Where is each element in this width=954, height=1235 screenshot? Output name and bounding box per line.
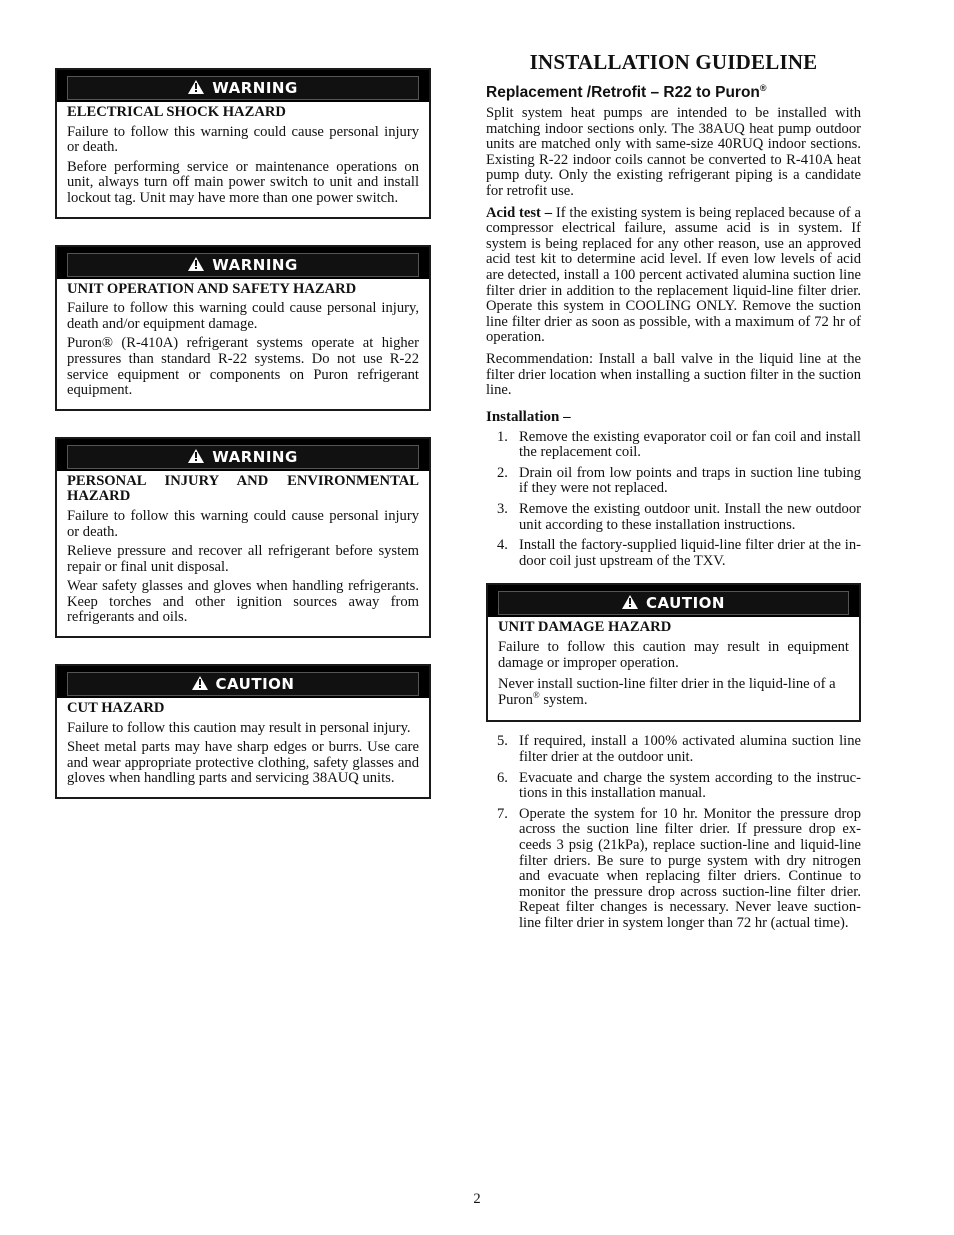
registered-mark: ®	[759, 82, 767, 93]
hazard-text: Failure to follow this caution may result in personal injury.	[67, 719, 411, 736]
caution-triangle-icon	[192, 676, 208, 690]
warning-triangle-icon	[188, 449, 204, 463]
list-item	[486, 538, 861, 569]
list-item	[486, 466, 861, 497]
acid-test-paragraph	[486, 206, 861, 346]
warning-box-personal-injury	[55, 437, 431, 638]
warning-label: WARNING	[212, 255, 298, 274]
warning-label: WARNING	[212, 447, 298, 466]
warning-label: WARNING	[212, 79, 298, 97]
warning-header	[57, 247, 429, 279]
step-number: 6.	[497, 769, 508, 786]
step-number: 7.	[497, 805, 508, 822]
warning-box-unit-operation	[55, 245, 431, 411]
hazard-text: Failure to follow this caution may result in equipment damage or improper operation.	[498, 639, 849, 671]
caution-label: CAUTION	[215, 675, 295, 694]
step-text: Operate the system for 10 hr. Monitor the pressure drop across the suction line filter drier. If pressure drop ex-ceeds 3 psig (21kPa), replace suction-line and liquid-line filter driers. Be sure to purge system with dry nitrogen and evacuate when replacing filter driers. Continue to monitor the pressure drop across suction-line filter drier. Repeat filter changes is necessary. Never leave suction-line filter drier in system longer than 72 hr (actual time).	[519, 805, 861, 931]
list-item	[486, 502, 861, 533]
guideline-column	[486, 50, 861, 946]
step-text: Remove the existing outdoor unit. Install the new outdoor unit according to these installation instructions.	[519, 501, 861, 533]
step-text: Install the factory-supplied liquid-line filter drier at the in-door coil just upstream of the TXV.	[519, 537, 861, 569]
hazard-text	[498, 677, 849, 708]
warning-triangle-icon	[188, 80, 204, 94]
list-item	[486, 807, 861, 932]
hazard-text: Sheet metal parts may have sharp edges or burrs. Use care and wear appropriate protective clothing, safety glasses and gloves when handling parts and servicing 38AUQ units.	[67, 739, 419, 787]
hazard-text: Before performing service or maintenance operations on unit, always turn off main power switch to unit and install lockout tag. Unit may have more than one power switch.	[67, 158, 419, 206]
step-number: 4.	[497, 537, 508, 554]
hazard-title: UNIT OPERATION AND SAFETY HAZARD	[67, 280, 357, 297]
hazard-text: Failure to follow this warning could cause personal injury, death and/or equipment damage.	[67, 300, 419, 332]
step-text: Remove the existing evaporator coil or fan coil and install the replacement coil.	[519, 428, 861, 461]
step-number: 3.	[497, 501, 508, 518]
installation-steps-continued	[486, 734, 861, 931]
caution-header	[57, 666, 429, 698]
section-heading	[486, 84, 861, 102]
caution-label: CAUTION	[646, 594, 725, 613]
warning-header	[57, 70, 429, 102]
hazard-text: Puron® (R-410A) refrigerant systems operate at higher pressures than standard R-22 systems. Do not use R-22 service equipment or components on Puron refrigerant equipment.	[67, 335, 419, 399]
warning-header	[57, 439, 429, 471]
hazard-title: UNIT DAMAGE HAZARD	[498, 619, 672, 636]
hazard-text-part: system.	[539, 691, 588, 708]
list-item	[486, 430, 861, 461]
page-number: 2	[473, 1191, 481, 1207]
acid-test-text: If the existing system is being replaced because of a compressor electrical failure, assume acid is in system. If system is being replaced for any other reason, use an approved acid test kit to determine acid level. If even low levels of acid are detected, install a 100 percent activated alumina suction line filter drier in addition to the replacement liquid-line filter drier. Operate this system in COOLING ONLY. Remove the suction line filter drier as soon as possible, with a maximum of 72 hr of operation.	[486, 204, 861, 346]
step-text: Evacuate and charge the system according to the instruc-tions in this installation manual.	[519, 769, 861, 802]
warning-box-electrical	[55, 68, 431, 219]
installation-steps	[486, 430, 861, 570]
warning-triangle-icon	[188, 257, 204, 271]
caution-header	[488, 585, 859, 617]
intro-paragraph: Split system heat pumps are intended to be installed with matching indoor sections only. The 38AUQ heat pump outdoor units are matched only with same-size 40RUQ indoor sections. Existing R-22 indoor coils cannot be converted to R-410A heat pump duty. Only the existing refrigerant piping is a candidate for retrofit use.	[486, 105, 861, 199]
step-number: 1.	[497, 428, 508, 445]
hazard-title: PERSONAL INJURY AND ENVIRONMENTAL HAZARD	[67, 472, 419, 505]
caution-box-unit-damage	[486, 583, 861, 722]
list-item	[486, 734, 861, 765]
hazard-text: Failure to follow this warning could cause personal injury or death.	[67, 123, 419, 156]
recommendation-paragraph: Recommendation: Install a ball valve in the liquid line at the filter drier location when installing a suction filter in the suction line.	[486, 350, 861, 399]
step-number: 5.	[497, 733, 508, 750]
hazard-text: Failure to follow this warning could cause personal injury or death.	[67, 507, 419, 540]
registered-mark: ®	[532, 689, 540, 700]
hazard-column	[55, 68, 431, 825]
page-title: INSTALLATION GUIDELINE	[529, 50, 818, 74]
hazard-text-part: Never install suction-line filter drier in the liquid-line of a Puron	[498, 676, 836, 708]
section-heading-text: Replacement /Retrofit – R22 to Puron	[486, 84, 760, 101]
caution-box-cut	[55, 664, 431, 799]
step-text: Drain oil from low points and traps in suction line tubing if they were not replaced.	[519, 464, 861, 497]
step-number: 2.	[497, 464, 508, 481]
hazard-title: ELECTRICAL SHOCK HAZARD	[67, 104, 286, 120]
step-text: If required, install a 100% activated alumina suction line filter drier at the outdoor unit.	[519, 733, 861, 765]
installation-heading: Installation –	[486, 408, 571, 425]
hazard-text: Relieve pressure and recover all refrigerant before system repair or final unit disposal.	[67, 543, 419, 575]
hazard-title: CUT HAZARD	[67, 700, 165, 717]
list-item	[486, 771, 861, 802]
hazard-text: Wear safety glasses and gloves when handling refrigerants. Keep torches and other ignition sources away from refrigerants and oils.	[67, 578, 419, 626]
caution-triangle-icon	[622, 595, 638, 609]
acid-test-label: Acid test –	[486, 204, 553, 221]
